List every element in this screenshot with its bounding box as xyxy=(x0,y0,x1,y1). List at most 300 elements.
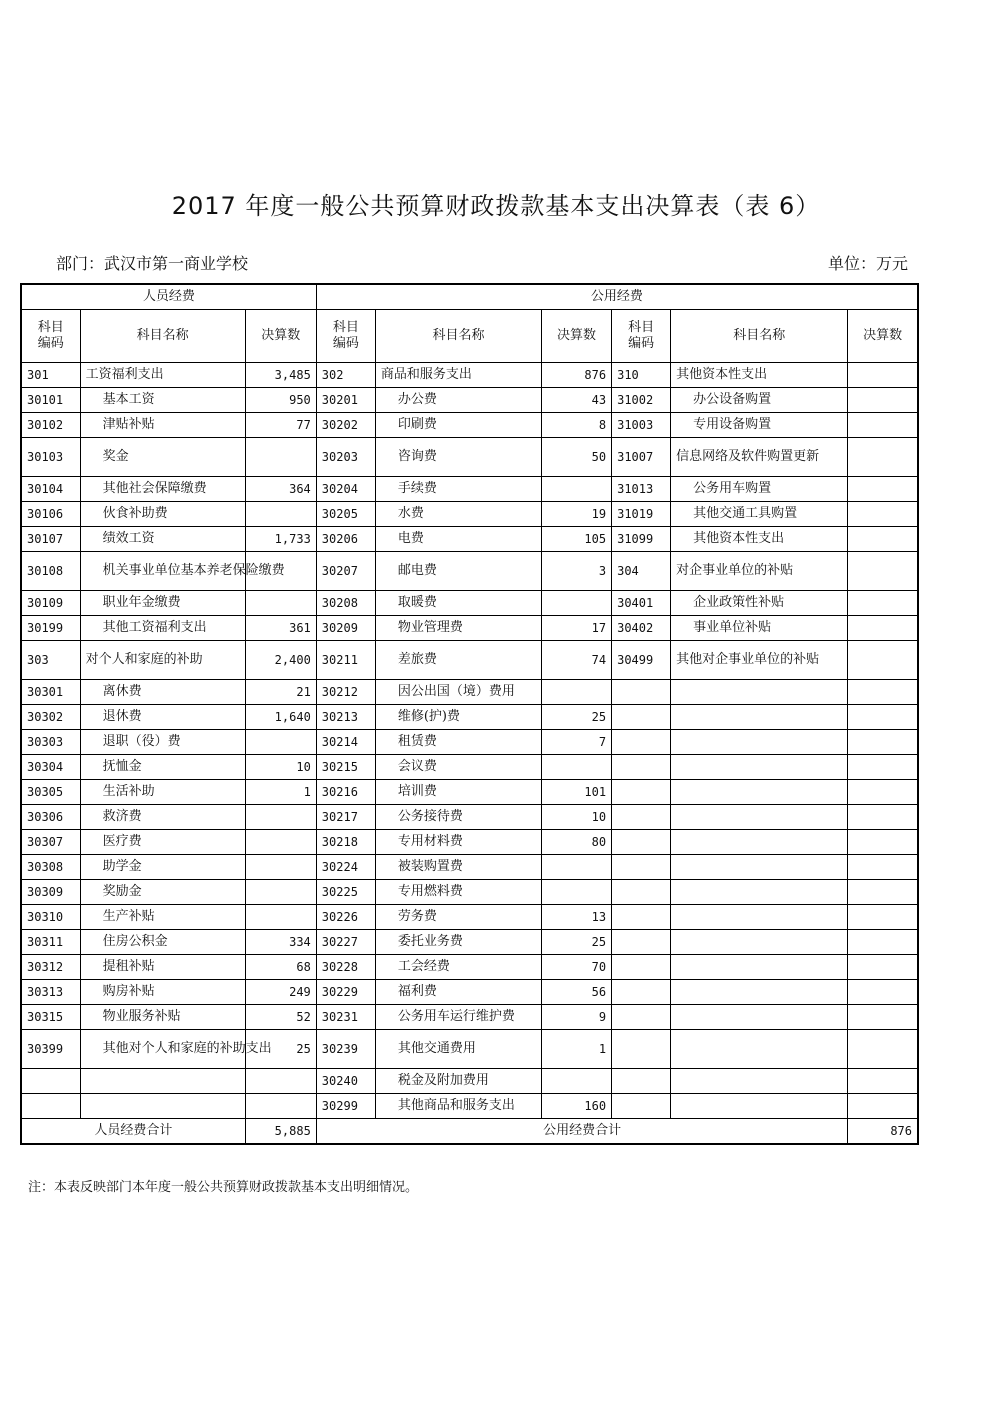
amount-cell xyxy=(245,805,316,830)
name-cell: 电费 xyxy=(375,527,541,552)
code-cell: 302 xyxy=(316,363,375,388)
name-cell xyxy=(671,1069,848,1094)
amount-header: 决算数 xyxy=(848,310,918,363)
name-cell: 其他交通工具购置 xyxy=(671,502,848,527)
name-cell: 专用设备购置 xyxy=(671,413,848,438)
code-cell: 301 xyxy=(21,363,80,388)
amount-cell: 3,485 xyxy=(245,363,316,388)
table-row xyxy=(21,1030,918,1069)
code-cell: 30107 xyxy=(21,527,80,552)
name-cell xyxy=(671,905,848,930)
amount-cell: 70 xyxy=(542,955,612,980)
name-cell: 离休费 xyxy=(80,680,245,705)
amount-cell xyxy=(848,1005,918,1030)
amount-cell xyxy=(848,616,918,641)
name-cell: 税金及附加费用 xyxy=(375,1069,541,1094)
code-header: 科目 编码 xyxy=(21,310,80,363)
amount-cell: 8 xyxy=(542,413,612,438)
code-cell: 30226 xyxy=(316,905,375,930)
name-cell xyxy=(671,1005,848,1030)
code-cell: 30104 xyxy=(21,477,80,502)
amount-cell xyxy=(542,1069,612,1094)
code-cell: 30229 xyxy=(316,980,375,1005)
amount-cell: 876 xyxy=(542,363,612,388)
name-cell: 劳务费 xyxy=(375,905,541,930)
code-cell: 30216 xyxy=(316,780,375,805)
code-cell: 30305 xyxy=(21,780,80,805)
code-cell: 304 xyxy=(612,552,671,591)
name-cell: 购房补贴 xyxy=(80,980,245,1005)
name-cell: 抚恤金 xyxy=(80,755,245,780)
amount-cell: 950 xyxy=(245,388,316,413)
table-row xyxy=(21,955,918,980)
amount-cell: 74 xyxy=(542,641,612,680)
name-cell: 专用材料费 xyxy=(375,830,541,855)
code-cell xyxy=(612,1094,671,1119)
personnel-total-value: 5,885 xyxy=(245,1119,316,1145)
name-cell: 培训费 xyxy=(375,780,541,805)
amount-cell: 364 xyxy=(245,477,316,502)
amount-cell xyxy=(848,830,918,855)
code-cell: 30401 xyxy=(612,591,671,616)
amount-cell: 3 xyxy=(542,552,612,591)
table-row xyxy=(21,705,918,730)
name-cell: 信息网络及软件购置更新 xyxy=(671,438,848,477)
amount-cell: 68 xyxy=(245,955,316,980)
code-cell: 30102 xyxy=(21,413,80,438)
code-cell: 30306 xyxy=(21,805,80,830)
code-cell: 30399 xyxy=(21,1030,80,1069)
code-cell: 31013 xyxy=(612,477,671,502)
amount-cell: 13 xyxy=(542,905,612,930)
code-cell: 30212 xyxy=(316,680,375,705)
amount-cell: 334 xyxy=(245,930,316,955)
name-cell: 其他对企事业单位的补贴 xyxy=(671,641,848,680)
public-header: 公用经费 xyxy=(316,284,918,310)
name-cell xyxy=(671,805,848,830)
name-cell: 工资福利支出 xyxy=(80,363,245,388)
amount-cell: 1 xyxy=(542,1030,612,1069)
code-cell: 31007 xyxy=(612,438,671,477)
amount-cell xyxy=(848,730,918,755)
amount-cell xyxy=(848,930,918,955)
name-cell xyxy=(671,955,848,980)
amount-cell: 105 xyxy=(542,527,612,552)
code-cell: 30308 xyxy=(21,855,80,880)
name-cell: 取暖费 xyxy=(375,591,541,616)
code-cell xyxy=(612,755,671,780)
code-cell: 30204 xyxy=(316,477,375,502)
name-cell: 企业政策性补贴 xyxy=(671,591,848,616)
amount-cell xyxy=(848,502,918,527)
table-row xyxy=(21,616,918,641)
name-cell: 奖励金 xyxy=(80,880,245,905)
name-cell: 事业单位补贴 xyxy=(671,616,848,641)
name-cell xyxy=(671,680,848,705)
name-cell: 印刷费 xyxy=(375,413,541,438)
name-cell: 其他社会保障缴费 xyxy=(80,477,245,502)
amount-cell xyxy=(848,1030,918,1069)
table-row xyxy=(21,755,918,780)
table-row xyxy=(21,363,918,388)
name-cell: 公务用车运行维护费 xyxy=(375,1005,541,1030)
name-header: 科目名称 xyxy=(80,310,245,363)
code-cell xyxy=(612,780,671,805)
name-cell: 专用燃料费 xyxy=(375,880,541,905)
amount-cell xyxy=(848,1094,918,1119)
table-row xyxy=(21,591,918,616)
code-cell: 30312 xyxy=(21,955,80,980)
code-cell: 30108 xyxy=(21,552,80,591)
code-cell: 30315 xyxy=(21,1005,80,1030)
name-cell: 其他商品和服务支出 xyxy=(375,1094,541,1119)
code-cell xyxy=(612,1005,671,1030)
code-cell xyxy=(21,1069,80,1094)
name-cell xyxy=(671,730,848,755)
name-cell: 退休费 xyxy=(80,705,245,730)
code-cell: 30225 xyxy=(316,880,375,905)
code-cell: 30109 xyxy=(21,591,80,616)
name-cell: 会议费 xyxy=(375,755,541,780)
amount-cell xyxy=(848,527,918,552)
code-cell xyxy=(612,830,671,855)
amount-cell xyxy=(245,830,316,855)
code-cell: 30208 xyxy=(316,591,375,616)
amount-cell xyxy=(542,880,612,905)
public-total-label: 公用经费合计 xyxy=(316,1119,848,1145)
amount-cell: 160 xyxy=(542,1094,612,1119)
code-cell: 30206 xyxy=(316,527,375,552)
table-row xyxy=(21,980,918,1005)
table-row xyxy=(21,641,918,680)
code-cell: 30299 xyxy=(316,1094,375,1119)
code-cell: 30213 xyxy=(316,705,375,730)
amount-cell: 52 xyxy=(245,1005,316,1030)
amount-cell xyxy=(848,805,918,830)
amount-cell xyxy=(848,641,918,680)
personnel-total-label: 人员经费合计 xyxy=(21,1119,245,1145)
name-cell: 津贴补贴 xyxy=(80,413,245,438)
code-cell: 30207 xyxy=(316,552,375,591)
name-cell: 其他工资福利支出 xyxy=(80,616,245,641)
name-cell: 邮电费 xyxy=(375,552,541,591)
amount-cell: 25 xyxy=(542,930,612,955)
table-row xyxy=(21,413,918,438)
code-cell: 31003 xyxy=(612,413,671,438)
table-row xyxy=(21,930,918,955)
code-cell: 30203 xyxy=(316,438,375,477)
table-row xyxy=(21,1069,918,1094)
name-cell: 机关事业单位基本养老保险缴费 xyxy=(80,552,245,591)
amount-cell: 19 xyxy=(542,502,612,527)
name-cell xyxy=(671,930,848,955)
code-cell: 30304 xyxy=(21,755,80,780)
amount-cell: 2,400 xyxy=(245,641,316,680)
name-cell xyxy=(671,755,848,780)
code-cell: 30307 xyxy=(21,830,80,855)
amount-cell xyxy=(848,1069,918,1094)
name-cell: 医疗费 xyxy=(80,830,245,855)
amount-cell xyxy=(848,388,918,413)
amount-cell xyxy=(542,755,612,780)
amount-cell xyxy=(245,880,316,905)
table-row xyxy=(21,880,918,905)
name-cell: 退职（役）费 xyxy=(80,730,245,755)
amount-cell xyxy=(848,680,918,705)
code-cell: 30301 xyxy=(21,680,80,705)
amount-cell: 21 xyxy=(245,680,316,705)
name-cell xyxy=(671,980,848,1005)
amount-cell xyxy=(848,855,918,880)
name-cell xyxy=(671,705,848,730)
amount-cell xyxy=(848,438,918,477)
amount-cell xyxy=(848,552,918,591)
column-header-row xyxy=(21,310,918,363)
code-cell: 30240 xyxy=(316,1069,375,1094)
code-header: 科目 编码 xyxy=(316,310,375,363)
amount-cell xyxy=(848,780,918,805)
code-cell: 30303 xyxy=(21,730,80,755)
amount-cell xyxy=(848,880,918,905)
code-cell: 30311 xyxy=(21,930,80,955)
amount-cell xyxy=(542,477,612,502)
name-cell: 伙食补助费 xyxy=(80,502,245,527)
code-cell: 30218 xyxy=(316,830,375,855)
amount-cell xyxy=(245,1069,316,1094)
code-cell: 30224 xyxy=(316,855,375,880)
code-cell: 30227 xyxy=(316,930,375,955)
amount-cell: 1 xyxy=(245,780,316,805)
name-cell: 其他对个人和家庭的补助支出 xyxy=(80,1030,245,1069)
amount-cell xyxy=(848,413,918,438)
name-cell: 办公设备购置 xyxy=(671,388,848,413)
name-cell: 被装购置费 xyxy=(375,855,541,880)
public-total-value: 876 xyxy=(848,1119,918,1145)
name-cell: 提租补贴 xyxy=(80,955,245,980)
code-cell: 30209 xyxy=(316,616,375,641)
table-row xyxy=(21,438,918,477)
amount-cell xyxy=(848,591,918,616)
table-row xyxy=(21,1005,918,1030)
code-cell xyxy=(612,930,671,955)
amount-cell: 25 xyxy=(542,705,612,730)
name-cell: 基本工资 xyxy=(80,388,245,413)
amount-cell: 1,733 xyxy=(245,527,316,552)
amount-cell xyxy=(848,955,918,980)
name-cell: 公务用车购置 xyxy=(671,477,848,502)
code-cell xyxy=(612,855,671,880)
amount-cell xyxy=(848,980,918,1005)
amount-cell: 361 xyxy=(245,616,316,641)
code-cell: 30239 xyxy=(316,1030,375,1069)
page-title: 2017 年度一般公共预算财政拨款基本支出决算表（表 6） xyxy=(171,192,821,220)
totals-row xyxy=(21,1119,918,1145)
code-cell: 30214 xyxy=(316,730,375,755)
amount-header: 决算数 xyxy=(245,310,316,363)
group-header-row xyxy=(21,284,918,310)
code-header: 科目 编码 xyxy=(612,310,671,363)
amount-cell: 80 xyxy=(542,830,612,855)
table-row xyxy=(21,830,918,855)
amount-cell: 25 xyxy=(245,1030,316,1069)
name-cell: 其他资本性支出 xyxy=(671,527,848,552)
name-cell: 奖金 xyxy=(80,438,245,477)
name-cell: 维修(护)费 xyxy=(375,705,541,730)
name-cell: 委托业务费 xyxy=(375,930,541,955)
code-cell: 31099 xyxy=(612,527,671,552)
amount-cell xyxy=(245,730,316,755)
name-cell: 公务接待费 xyxy=(375,805,541,830)
amount-cell xyxy=(848,477,918,502)
amount-cell: 101 xyxy=(542,780,612,805)
amount-header: 决算数 xyxy=(542,310,612,363)
name-cell: 因公出国（境）费用 xyxy=(375,680,541,705)
code-cell: 303 xyxy=(21,641,80,680)
code-cell: 30106 xyxy=(21,502,80,527)
code-cell: 310 xyxy=(612,363,671,388)
department-label: 部门：武汉市第一商业学校 xyxy=(56,254,249,273)
table-row xyxy=(21,477,918,502)
name-cell xyxy=(80,1069,245,1094)
name-cell: 其他资本性支出 xyxy=(671,363,848,388)
table-row xyxy=(21,388,918,413)
code-cell: 30202 xyxy=(316,413,375,438)
name-cell: 咨询费 xyxy=(375,438,541,477)
name-cell xyxy=(671,880,848,905)
amount-cell: 10 xyxy=(245,755,316,780)
amount-cell xyxy=(848,755,918,780)
name-header: 科目名称 xyxy=(671,310,848,363)
amount-cell xyxy=(848,905,918,930)
code-cell: 30201 xyxy=(316,388,375,413)
amount-cell xyxy=(542,855,612,880)
name-cell: 租赁费 xyxy=(375,730,541,755)
amount-cell: 9 xyxy=(542,1005,612,1030)
amount-cell: 77 xyxy=(245,413,316,438)
table-row xyxy=(21,527,918,552)
name-cell: 绩效工资 xyxy=(80,527,245,552)
name-cell: 福利费 xyxy=(375,980,541,1005)
code-cell xyxy=(21,1094,80,1119)
amount-cell xyxy=(245,438,316,477)
amount-cell: 43 xyxy=(542,388,612,413)
table-row xyxy=(21,805,918,830)
code-cell xyxy=(612,1069,671,1094)
code-cell xyxy=(612,680,671,705)
amount-cell xyxy=(245,855,316,880)
code-cell xyxy=(612,730,671,755)
amount-cell: 7 xyxy=(542,730,612,755)
amount-cell: 56 xyxy=(542,980,612,1005)
name-header: 科目名称 xyxy=(375,310,541,363)
amount-cell xyxy=(245,1094,316,1119)
name-cell: 物业服务补贴 xyxy=(80,1005,245,1030)
name-cell: 对个人和家庭的补助 xyxy=(80,641,245,680)
name-cell xyxy=(671,830,848,855)
code-cell: 30215 xyxy=(316,755,375,780)
table-row xyxy=(21,855,918,880)
name-cell xyxy=(671,1030,848,1069)
table-row xyxy=(21,502,918,527)
code-cell xyxy=(612,905,671,930)
table-row xyxy=(21,680,918,705)
name-cell: 手续费 xyxy=(375,477,541,502)
code-cell: 30103 xyxy=(21,438,80,477)
code-cell: 30310 xyxy=(21,905,80,930)
amount-cell: 50 xyxy=(542,438,612,477)
code-cell: 30211 xyxy=(316,641,375,680)
footnote: 注：本表反映部门本年度一般公共预算财政拨款基本支出明细情况。 xyxy=(28,1180,419,1195)
name-cell: 救济费 xyxy=(80,805,245,830)
code-cell: 30205 xyxy=(316,502,375,527)
code-cell: 30101 xyxy=(21,388,80,413)
name-cell: 工会经费 xyxy=(375,955,541,980)
name-cell xyxy=(671,1094,848,1119)
personnel-header: 人员经费 xyxy=(21,284,316,310)
name-cell xyxy=(80,1094,245,1119)
amount-cell xyxy=(542,680,612,705)
name-cell xyxy=(671,780,848,805)
amount-cell xyxy=(245,591,316,616)
name-cell: 其他交通费用 xyxy=(375,1030,541,1069)
name-cell: 办公费 xyxy=(375,388,541,413)
code-cell: 30228 xyxy=(316,955,375,980)
code-cell: 30313 xyxy=(21,980,80,1005)
code-cell: 30231 xyxy=(316,1005,375,1030)
name-cell: 水费 xyxy=(375,502,541,527)
code-cell: 30199 xyxy=(21,616,80,641)
table-row xyxy=(21,1094,918,1119)
expenditure-table xyxy=(20,283,919,1145)
code-cell xyxy=(612,1030,671,1069)
name-cell: 生产补贴 xyxy=(80,905,245,930)
name-cell: 住房公积金 xyxy=(80,930,245,955)
code-cell xyxy=(612,880,671,905)
name-cell xyxy=(671,855,848,880)
code-cell: 30499 xyxy=(612,641,671,680)
table-row xyxy=(21,905,918,930)
code-cell: 31019 xyxy=(612,502,671,527)
table-row xyxy=(21,552,918,591)
amount-cell: 17 xyxy=(542,616,612,641)
amount-cell xyxy=(848,705,918,730)
amount-cell: 10 xyxy=(542,805,612,830)
code-cell: 30402 xyxy=(612,616,671,641)
unit-label: 单位：万元 xyxy=(827,254,908,273)
name-cell: 职业年金缴费 xyxy=(80,591,245,616)
code-cell: 30302 xyxy=(21,705,80,730)
code-cell: 31002 xyxy=(612,388,671,413)
amount-cell xyxy=(245,905,316,930)
name-cell: 差旅费 xyxy=(375,641,541,680)
code-cell xyxy=(612,805,671,830)
name-cell: 商品和服务支出 xyxy=(375,363,541,388)
amount-cell xyxy=(848,363,918,388)
table-row xyxy=(21,730,918,755)
table-row xyxy=(21,780,918,805)
amount-cell xyxy=(245,502,316,527)
code-cell: 30217 xyxy=(316,805,375,830)
name-cell: 对企事业单位的补贴 xyxy=(671,552,848,591)
amount-cell xyxy=(542,591,612,616)
code-cell: 30309 xyxy=(21,880,80,905)
code-cell xyxy=(612,955,671,980)
name-cell: 生活补助 xyxy=(80,780,245,805)
code-cell xyxy=(612,705,671,730)
amount-cell: 1,640 xyxy=(245,705,316,730)
name-cell: 物业管理费 xyxy=(375,616,541,641)
code-cell xyxy=(612,980,671,1005)
